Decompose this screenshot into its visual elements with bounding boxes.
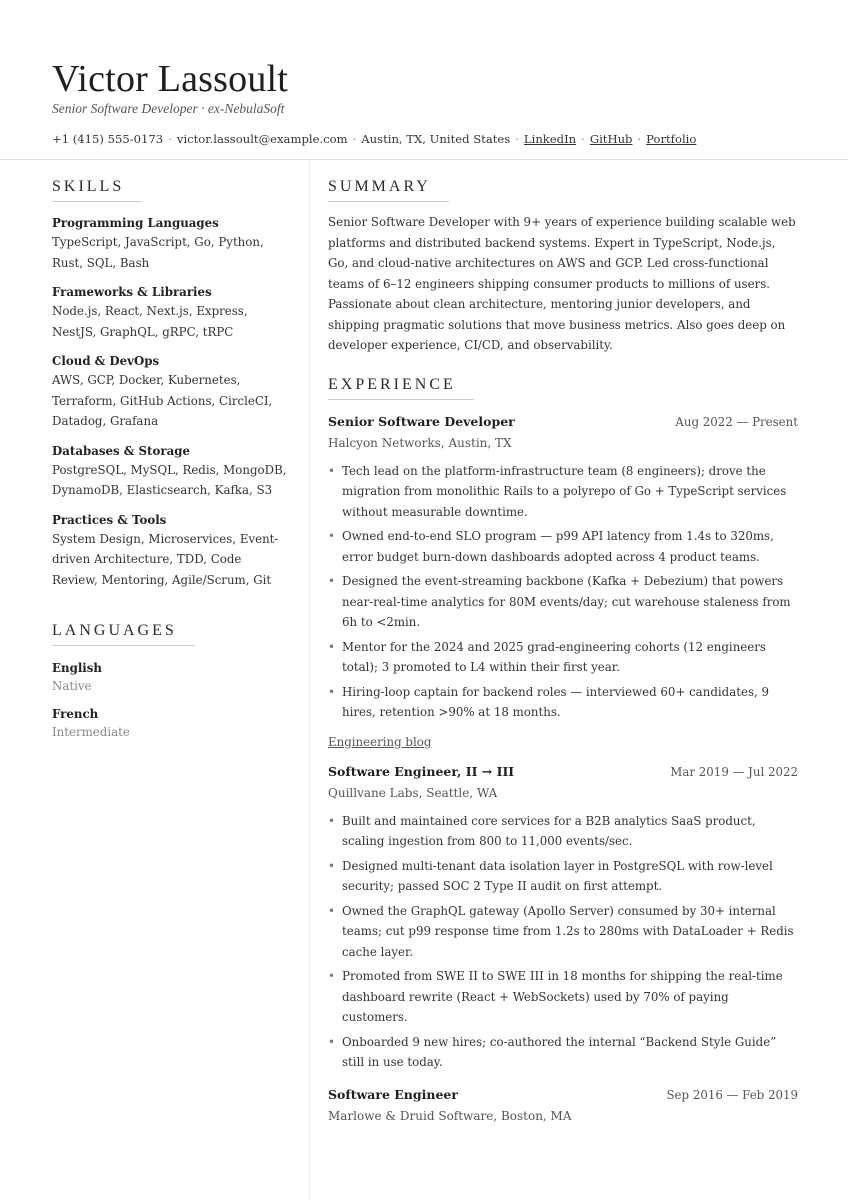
languages-heading: LANGUAGES: [52, 622, 195, 646]
skill-group-items: Node.js, React, Next.js, Express, NestJS, GraphQL, gRPC, tRPC: [52, 304, 248, 339]
contact-location: Austin, TX, United States: [361, 132, 511, 146]
job-bullets: [328, 461, 798, 723]
languages-section: [52, 620, 289, 741]
job-dates: Sep 2016 — Feb 2019: [666, 1087, 798, 1102]
skill-group-items: AWS, GCP, Docker, Kubernetes, Terraform, GitHub Actions, CircleCI, Datadog, Grafana: [52, 373, 273, 428]
job-bullet: • Tech lead on the platform-infrastructure team (8 engineers); drove the migration from monolithic Rails to a polyrepo of Go + TypeScript services without measurable downtime.: [328, 461, 798, 523]
candidate-name: Victor Lassoult: [52, 58, 289, 100]
skill-group-name: Databases & Storage: [52, 443, 190, 458]
skill-group-items: PostgreSQL, MySQL, Redis, MongoDB, DynamoDB, Elasticsearch, Kafka, S3: [52, 462, 287, 497]
job-bullet: • Owned end-to-end SLO program — p99 API latency from 1.4s to 320ms, error budget burn-down dashboards adopted across 4 product teams.: [328, 526, 798, 567]
job-header: [328, 764, 798, 779]
summary-heading: SUMMARY: [328, 178, 449, 202]
job-entry: [328, 414, 798, 750]
skill-group-name: Cloud & DevOps: [52, 354, 160, 368]
job-company: Halcyon Networks, Austin, TX: [328, 435, 512, 450]
job-dates: Mar 2019 — Jul 2022: [670, 764, 798, 779]
job-bullet: • Built and maintained core services for a B2B analytics SaaS product, scaling ingestion from 800 to 11,000 events/sec.: [328, 811, 798, 852]
job-bullet: • Promoted from SWE II to SWE III in 18 months for shipping the real-time dashboard rewrite (React + WebSockets) used by 70% of paying customers.: [328, 966, 798, 1028]
job-bullet: • Mentor for the 2024 and 2025 grad-engineering cohorts (12 engineers total); 3 promoted to L4 within their first year.: [328, 637, 798, 678]
main-column: [310, 160, 848, 1200]
language-name: English: [52, 661, 102, 675]
language-item: [52, 705, 289, 741]
resume-header: [0, 0, 848, 160]
portfolio-link[interactable]: Portfolio: [646, 132, 697, 146]
separator-dot: ·: [581, 132, 585, 146]
language-level: Native: [52, 679, 92, 693]
job-header: [328, 414, 798, 429]
job-bullet: • Designed the event-streaming backbone (Kafka + Debezium) that powers near-real-time analytics for 80M events/day; cut warehouse staleness from 6h to <2min.: [328, 571, 798, 633]
github-link[interactable]: GitHub: [589, 132, 633, 146]
job-bullet: • Hiring-loop captain for backend roles — interviewed 60+ candidates, 9 hires, retention >90% at 18 months.: [328, 682, 798, 723]
job-bullets: [328, 811, 798, 1073]
language-name: French: [52, 707, 99, 721]
separator-dot: ·: [168, 132, 172, 146]
experience-heading: EXPERIENCE: [328, 376, 474, 400]
job-bullet: • Designed multi-tenant data isolation layer in PostgreSQL with row-level security; passed SOC 2 Type II audit on first attempt.: [328, 856, 798, 897]
skill-group: [52, 353, 289, 432]
job-company: Quillvane Labs, Seattle, WA: [328, 785, 498, 800]
contact-line: [52, 132, 796, 146]
separator-dot: ·: [352, 132, 357, 146]
contact-phone: +1 (415) 555-0173: [52, 132, 164, 146]
job-company: Marlowe & Druid Software, Boston, MA: [328, 1108, 572, 1123]
language-level: Intermediate: [52, 725, 130, 739]
separator-dot: ·: [637, 132, 642, 146]
engineering-blog-link[interactable]: Engineering blog: [328, 734, 432, 749]
job-bullet: • Onboarded 9 new hires; co-authored the internal “Backend Style Guide” still in use today.: [328, 1032, 798, 1073]
skill-group-items: TypeScript, JavaScript, Go, Python, Rust, SQL, Bash: [52, 235, 264, 270]
skills-heading: SKILLS: [52, 178, 142, 202]
job-dates: Aug 2022 — Present: [675, 414, 798, 429]
job-title: Software Engineer: [328, 1086, 458, 1102]
candidate-tagline: Senior Software Developer · ex-NebulaSoft: [52, 101, 285, 116]
skill-group-name: Frameworks & Libraries: [52, 285, 212, 299]
skill-group-items: System Design, Microservices, Event-driven Architecture, TDD, Code Review, Mentoring, Agile/Scrum, Git: [52, 531, 279, 587]
skill-group-name: Practices & Tools: [52, 512, 167, 527]
language-item: [52, 659, 289, 695]
skill-group: [52, 284, 289, 342]
contact-email: victor.lassoult@example.com: [176, 132, 348, 146]
resume-body: [0, 160, 848, 1200]
skill-group-name: Programming Languages: [52, 216, 219, 230]
linkedin-link[interactable]: LinkedIn: [523, 132, 577, 146]
skill-group: [52, 512, 289, 591]
job-entry: [328, 764, 798, 1073]
skill-group: [52, 443, 289, 501]
experience-section: [328, 374, 798, 1125]
job-title: Software Engineer, II → III: [328, 763, 515, 779]
separator-dot: ·: [515, 132, 519, 146]
skill-group: [52, 215, 289, 273]
job-bullet: • Owned the GraphQL gateway (Apollo Server) consumed by 30+ internal teams; cut p99 response time from 1.2s to 280ms with DataLoader + Redis cache layer.: [328, 901, 798, 963]
summary-text: Senior Software Developer with 9+ years of experience building scalable web platforms and distributed backend systems. Expert in TypeScript, Node.js, Go, and cloud-native architectures on AWS and GCP. Led cross-functional teams of 6–12 engineers shipping consumer products to millions of users. Passionate about clean architecture, mentoring junior developers, and shipping pragmatic solutions that move business metrics. Also goes deep on developer experience, CI/CD, and observability.: [328, 215, 796, 352]
job-title: Senior Software Developer: [328, 413, 515, 429]
sidebar-column: [0, 160, 310, 1200]
job-header: [328, 1087, 798, 1102]
job-entry: [328, 1087, 798, 1125]
